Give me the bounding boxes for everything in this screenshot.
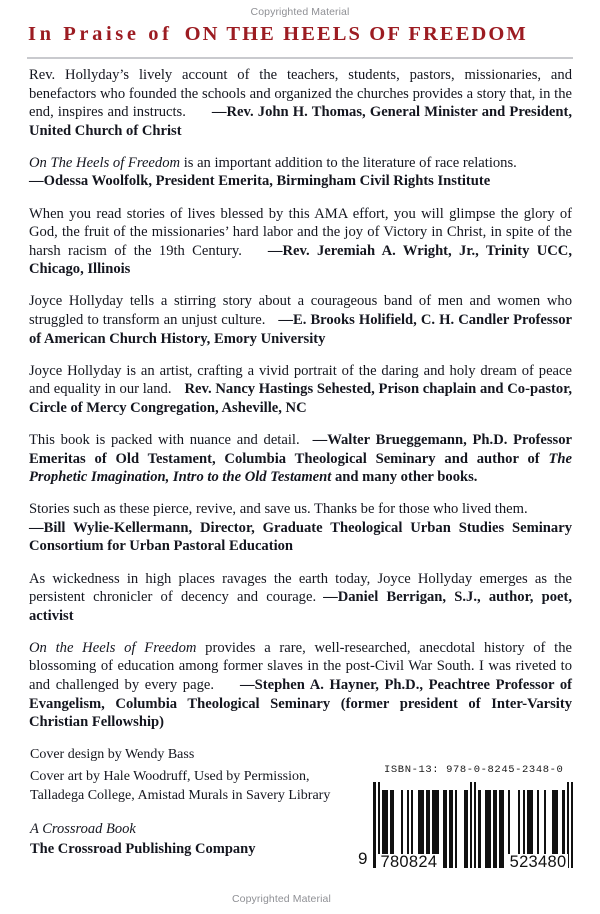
quote-body: As wickedness in high places ravages the earth today, Joyce Hollyday emerges as the persistent chronicler of decency and courage. — [29, 570, 572, 606]
quote-body: is an important addition to the literature of race relations. — [180, 154, 517, 171]
quote-attribution: —Rev. John H. Thomas, General Minister and President, United Church of Christ — [29, 104, 572, 139]
quote-wylie-kellermann — [29, 500, 572, 556]
quote-body: provides a rare, well-researched, anecdotal history of the blossoming of education among former slaves in the post-Civil War South. I was riveted to and challenged by every page. — [29, 639, 572, 694]
page-title — [28, 24, 576, 45]
quote-thomas — [29, 66, 572, 140]
barcode-digits-left: 780824 — [380, 852, 438, 871]
quote-book-title: On the Heels of Freedom — [29, 639, 197, 656]
quote-body: Stories such as these pierce, revive, and save us. Thanks be for those who lived them. — [29, 501, 528, 518]
quote-wright — [29, 205, 572, 279]
quote-brueggemann — [29, 431, 572, 487]
header-divider — [27, 57, 573, 59]
imprint-name: A Crossroad Book — [30, 821, 136, 837]
barcode-digits — [373, 854, 573, 871]
barcode-lead-digit: 9 — [358, 849, 368, 868]
credits-block — [30, 746, 380, 805]
barcode-digits-right: 523480 — [509, 852, 567, 871]
quote-attribution-part2: and many other books. — [331, 469, 478, 486]
quote-attribution-part1: —Walter Brueggemann, Ph.D. Professor Emeritas of Old Testament, Columbia Theological Seminary and author of — [29, 432, 572, 467]
quote-attribution: Rev. Nancy Hastings Sehested, Prison chaplain and Co-pastor, Circle of Mercy Congregation, Asheville, NC — [29, 381, 572, 416]
isbn-label: ISBN-13: 978-0-8245-2348-0 — [384, 764, 564, 776]
quote-berrigan — [29, 570, 572, 626]
quote-book-title: On The Heels of Freedom — [29, 154, 181, 171]
copyrighted-material-watermark-bottom: Copyrighted Material — [232, 893, 331, 905]
praise-quotes-list — [29, 66, 572, 732]
publisher-block — [30, 820, 390, 859]
ean13-barcode — [373, 782, 573, 871]
quote-sehested — [29, 362, 572, 418]
quote-attribution-book-titles: The Prophetic Imagination, Intro to the Old Testament — [29, 450, 572, 486]
quote-woolfolk — [29, 154, 572, 191]
cover-art-credit-line1: Cover art by Hale Woodruff, Used by Permission, — [30, 769, 310, 785]
quote-attribution: —Odessa Woolfolk, President Emerita, Birmingham Civil Rights Institute — [29, 173, 491, 190]
quote-body: Joyce Hollyday is an artist, crafting a vivid portrait of the daring and holy dream of peace and equality in our land. — [29, 362, 572, 398]
quote-hayner — [29, 639, 572, 732]
quote-attribution: —E. Brooks Holifield, C. H. Candler Professor of American Church History, Emory University — [29, 312, 572, 347]
copyrighted-material-watermark-top: Copyrighted Material — [250, 6, 350, 18]
quote-body: This book is packed with nuance and detail. — [29, 432, 300, 448]
barcode-area — [356, 764, 592, 871]
quote-attribution: —Stephen A. Hayner, Ph.D., Peachtree Professor of Evangelism, Columbia Theological Seminary (former president of Inter-Varsity Christian Fellowship) — [29, 677, 572, 731]
praise-lead-text: In Praise of — [28, 23, 173, 45]
cover-design-credit: Cover design by Wendy Bass — [30, 747, 195, 762]
quote-body: Joyce Hollyday tells a stirring story about a courageous band of men and women who struggled to transform an unjust culture. — [29, 293, 572, 329]
publisher-name: The Crossroad Publishing Company — [30, 841, 256, 858]
quote-attribution: —Rev. Jeremiah A. Wright, Jr., Trinity UCC, Chicago, Illinois — [29, 242, 572, 278]
quote-attribution: —Bill Wylie-Kellermann, Director, Graduate Theological Urban Studies Seminary Consortium for Urban Pastoral Education — [29, 519, 572, 555]
book-title-heading: ON THE HEELS OF FREEDOM — [184, 23, 528, 45]
cover-art-credit-line2: Talladega College, Amistad Murals in Savery Library — [30, 787, 331, 803]
quote-holifield — [29, 292, 572, 348]
quote-body: When you read stories of lives blessed by this AMA effort, you will glimpse the glory of God, the fruit of the missionaries’ hard labor and the joy of Victory in Christ, in spite of the harsh racism of the 19th Century. — [29, 205, 572, 259]
quote-body: Rev. Hollyday’s lively account of the teachers, students, pastors, missionaries, and benefactors who founded the schools and organized the churches provides a story that, in the end, inspires and instructs. — [29, 67, 572, 121]
quote-attribution: —Daniel Berrigan, S.J., author, poet, activist — [29, 589, 572, 624]
